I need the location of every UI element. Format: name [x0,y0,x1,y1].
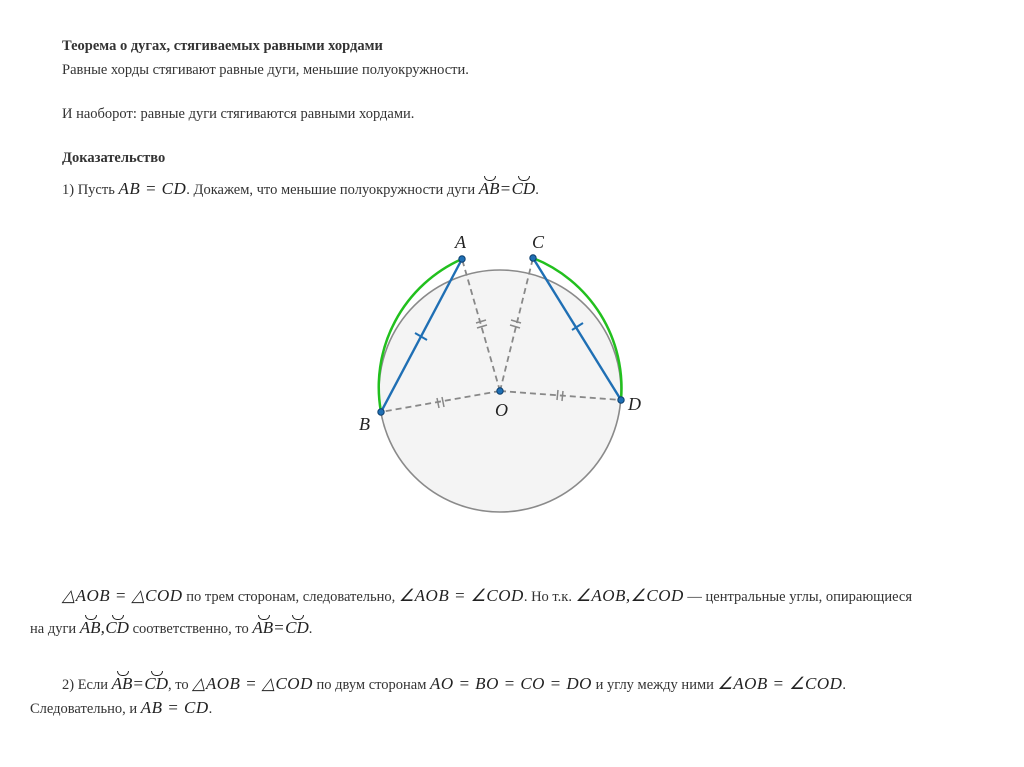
p1-text-6: — центральные углы, опирающиеся [683,589,912,605]
paragraph-1-line-2 [30,618,312,638]
step1-middle: . Докажем, что меньшие полуокружности дуги [186,182,479,198]
p1-arc-cd-2: CD [285,618,309,637]
p2-text-1: 2) Если [62,677,112,693]
p1-text-2: по трем сторонам, следовательно, [182,589,399,605]
step1-prefix: 1) Пусть [62,182,119,198]
point-a [459,256,465,262]
p2-arc-cd: CD [144,674,169,693]
step1-end: . [535,182,539,198]
p1-arc-ab-2: AB [252,618,274,637]
p2-text-4: по двум сторонам [312,677,431,693]
p1-triangles: △AOB = △COD [62,586,183,605]
label-c: C [532,232,545,252]
point-o [497,388,503,394]
p2-conclusion: AB = CD [140,698,209,717]
theorem-converse: И наоборот: равные дуги стягиваются равными хордами. [62,106,415,122]
step1-equation: AB = CD [118,179,187,198]
p1-comma: , [100,618,106,637]
theorem-title: Теорема о дугах, стягиваемых равными хордами [62,38,383,54]
step1-equals: = [499,179,512,198]
p1-end: . [308,621,313,637]
paragraph-2-line-2 [30,698,212,718]
tick-od-2 [562,391,563,401]
arc-cd: CD [511,179,536,198]
point-b [378,409,384,415]
p1-text-7: на дуги [30,621,80,637]
p2-radii: AO = BO = CO = DO [430,674,592,693]
p1-angles: ∠AOB = ∠COD [398,586,524,605]
p2-text-6: и углу между ними [591,677,718,693]
proof-heading: Доказательство [62,150,166,166]
label-o: O [495,400,508,420]
theorem-statement: Равные хорды стягивают равные дуги, меньшие полуокружности. [62,62,469,78]
p1-arc-ab: AB [79,618,101,637]
p2-angles: ∠AOB = ∠COD [717,674,843,693]
p1-text-8: соответственно, то [128,621,253,637]
p2-text-8: . [842,677,847,693]
p2-eq: = [132,674,145,693]
p2-triangles: △AOB = △COD [192,674,313,693]
label-a: A [455,232,466,252]
p1-eq: = [273,618,286,637]
paragraph-2-line-1 [62,674,846,694]
p2-text-2: , то [168,677,193,693]
p1-text-4: . Но т.к. [523,589,576,605]
point-c [530,255,536,261]
p1-arc-cd: CD [105,618,129,637]
arc-ab: AB [478,179,500,198]
p2-arc-ab: AB [111,674,133,693]
label-b: B [359,414,370,434]
p2-end: . [208,701,213,717]
p2-text-9: Следовательно, и [30,701,141,717]
label-d: D [628,394,641,414]
point-d [618,397,624,403]
tick-od-1 [557,390,558,400]
paragraph-1-line-1 [62,586,912,606]
p1-angle-list: ∠AOB,∠COD [575,586,684,605]
